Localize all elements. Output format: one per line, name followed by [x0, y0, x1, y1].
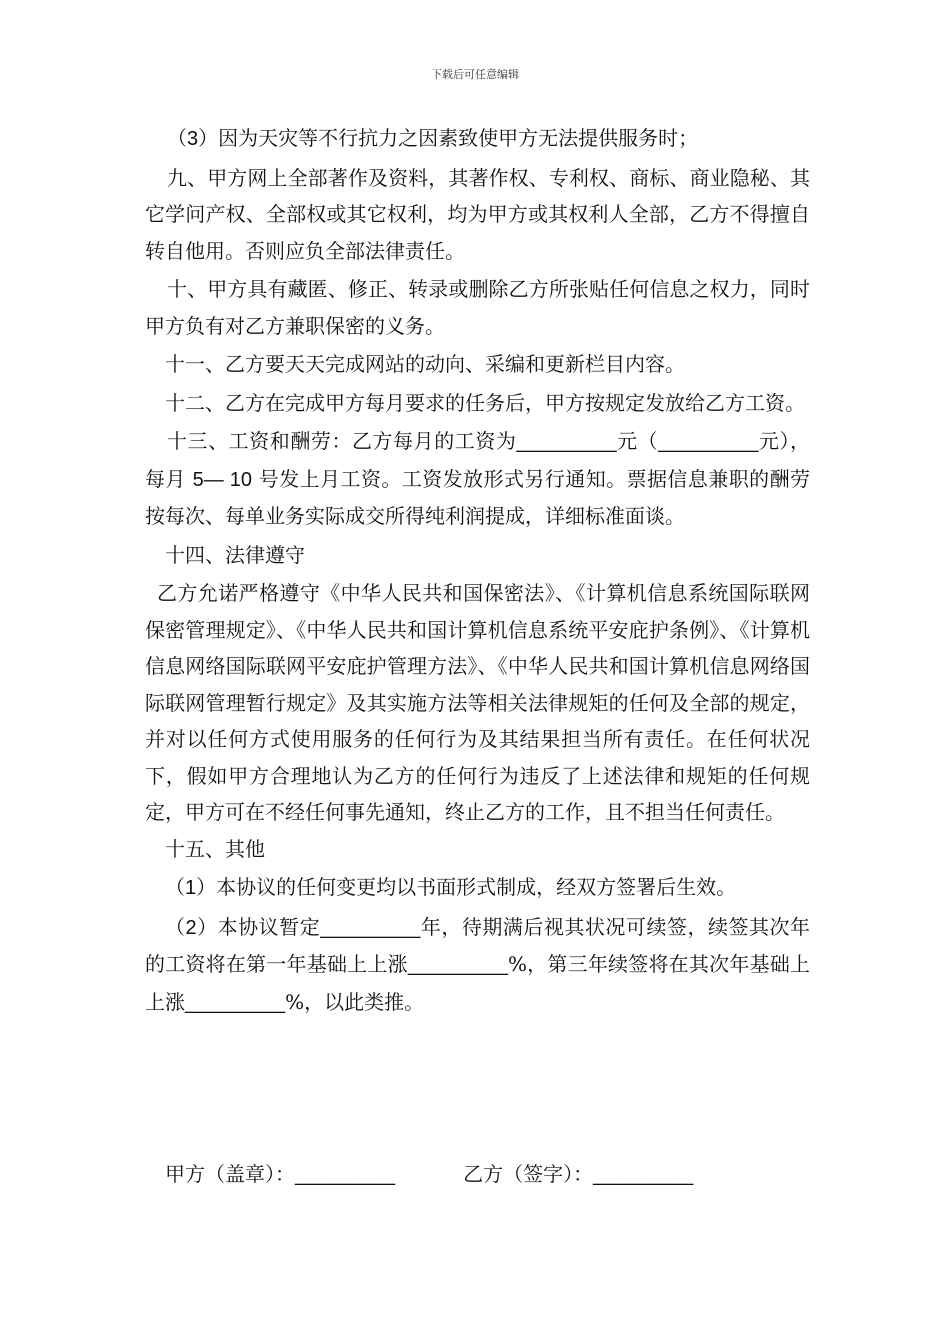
clause-eleven: 十一、乙方要天天完成网站的动向、采编和更新栏目内容。 [165, 352, 685, 376]
party-a-label: 甲方（盖章）： [165, 1162, 295, 1186]
clause-thirteen: 十三、工资和酬劳：乙方每月的工资为_________元（_________元），每月 5— 10 号发上月工资。工资发放形式另行通知。票据信息兼职的酬劳按每次、每单业务实际成交所得纯利润提成，详细标准面谈。 [145, 429, 811, 528]
signature-line [165, 1156, 693, 1193]
clause-fifteen-title: 十五、其他 [165, 836, 265, 861]
party-b-signature-blank: _________ [593, 1164, 694, 1186]
clause-twelve: 十二、乙方在完成甲方每月要求的任务后，甲方按规定发放给乙方工资。 [165, 390, 805, 415]
clause-fifteen-item-1: （1）本协议的任何变更均以书面形式制成，经双方签署后生效。 [165, 875, 737, 899]
clause-nine: 九、甲方网上全部著作及资料，其著作权、专利权、商标、商业隐秘、其它学问产权、全部权或其它权利，均为甲方或其权利人全部，乙方不得擅自转自他用。否则应负全部法律责任。 [145, 165, 810, 263]
third-year-raise-blank: _________ [185, 991, 286, 1014]
paragraph-force-majeure: （3）因为天灾等不行抗力之因素致使甲方无法提供服务时； [167, 126, 699, 150]
clause-fourteen-title: 十四、法律遵守 [165, 542, 305, 567]
page-header: 下载后可任意编辑 [431, 68, 519, 81]
clause-fourteen-body: 乙方允诺严格遵守《中华人民共和国保密法》、《计算机信息系统国际联网保密管理规定》、《中华人民共和国计算机信息系统平安庇护条例》、《计算机信息网络国际联网平安庇护管理方法》、《中华人民共和国计算机信息网络国际联网管理暂行规定》及其实施方法等相关法律规矩的任何及全部的规定，并对以任何方式使用服务的任何行为及其结果担当所有责任。在任何状况下，假如甲方合理地认为乙方的任何行为违反了上述法律和规矩的任何规定，甲方可在不经任何事先通知，终止乙方的工作，且不担当任何责任。 [145, 581, 810, 824]
salary-blank: _________ [516, 431, 617, 453]
clause-ten: 十、甲方具有藏匿、修正、转录或删除乙方所张贴任何信息之权力，同时甲方负有对乙方兼职保密的义务。 [145, 277, 810, 338]
salary-words-blank: _________ [658, 431, 759, 453]
party-a-seal-blank: _________ [295, 1164, 396, 1186]
term-years-blank: _________ [320, 916, 421, 939]
clause-fifteen-item-2: （2）本协议暂定_________年，待期满后视其状况可续签，续签其次年的工资将在第一年基础上上涨_________%，第三年续签将在其次年基础上上涨_________%，以此类推。 [145, 914, 811, 1014]
document-body [145, 120, 810, 1021]
second-year-raise-blank: _________ [407, 954, 508, 976]
party-b-label: 乙方（签字）： [463, 1162, 594, 1186]
